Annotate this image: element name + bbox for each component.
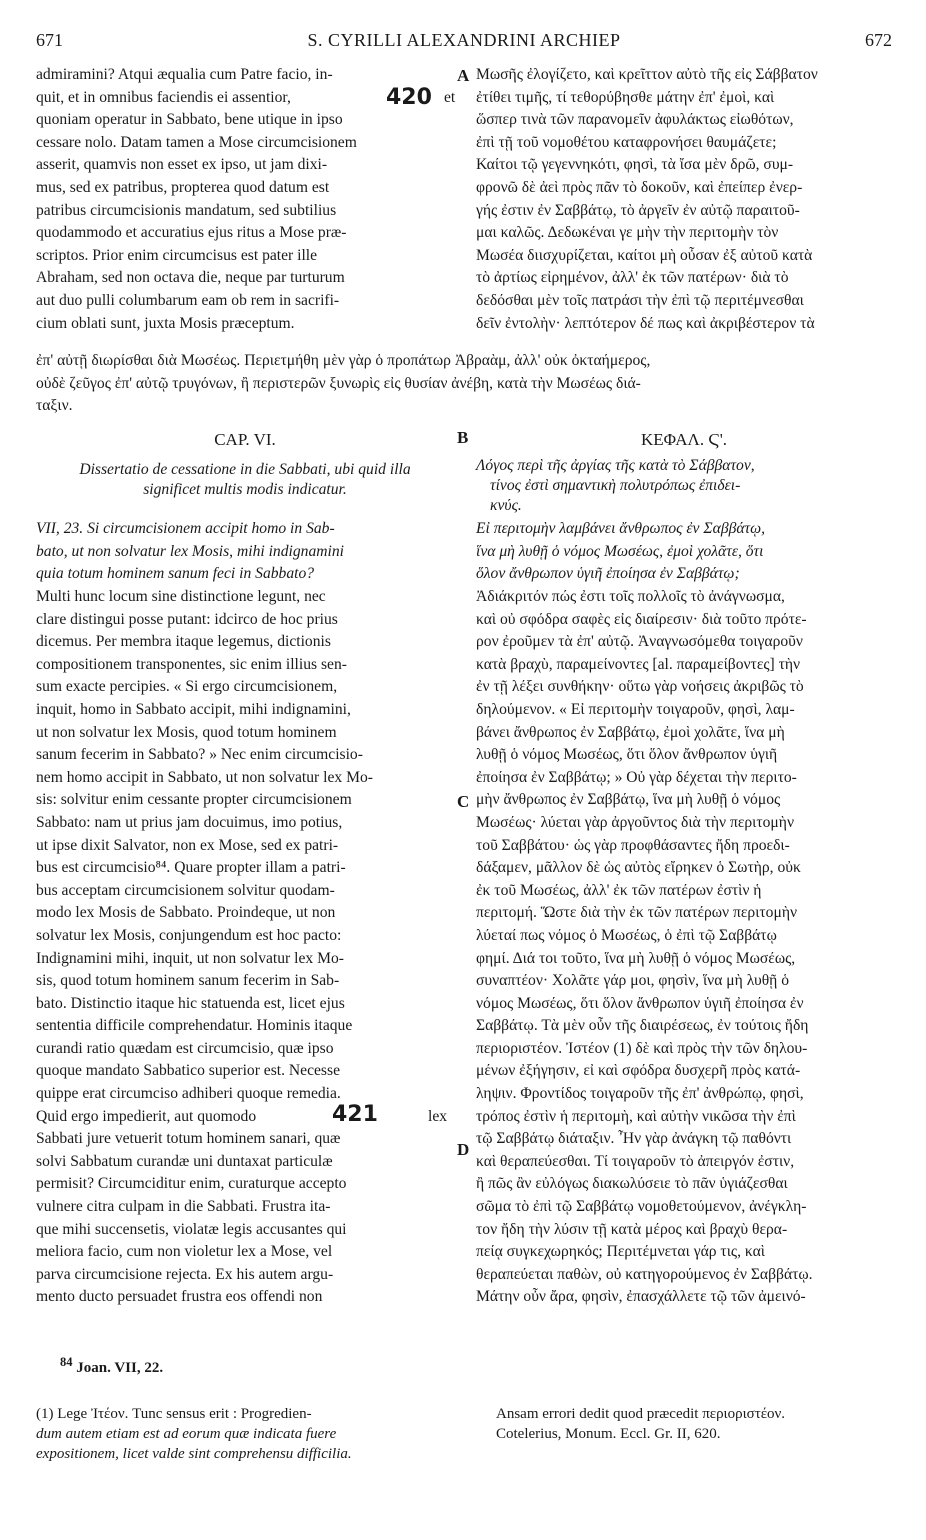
greek-body-line: Μωσέως· λύεται γὰρ ἀργοῦντος διὰ τὴν περιτομὴν (476, 813, 794, 831)
latin-line: quit, et in omnibus faciendis ei assentior, 420 et (36, 84, 456, 110)
footnote-text: Joan. VII, 22. (76, 1360, 164, 1376)
latin-body-line: permisit? Circumciditur enim, curaturque accepto (36, 1175, 347, 1193)
latin-body-line: bus est circumcisio⁸⁴. Quare propter illam a patri- (36, 859, 346, 877)
latin-body-line: curandi ratio quædam est circumcisio, quæ ipso (36, 1039, 334, 1057)
greek-body-line: ἢ πῶς ἂν εὐλόγως διακωλύσειε τὸ πᾶν ὑγιάζεσθαι (476, 1175, 788, 1193)
latin-body-line: Multi hunc locum sine distinctione legunt, nec (36, 588, 326, 605)
chapter-heading-latin: CAP. VI. (214, 430, 276, 449)
greek-body-line: τον ἤδη τὴν λύσιν τῇ κατὰ μέρος καὶ βραχὺ θερα- (476, 1220, 788, 1238)
latin-line: mus, sed ex patribus, propterea quod datum est (36, 178, 330, 196)
latin-body-line: Indignamini mihi, inquit, ut non solvatur lex Mo- (36, 949, 344, 967)
margin-marker-c: C (457, 792, 470, 811)
greek-line: Μωσῆς ἐλογίζετο, καὶ κρεῖττον αὐτὸ τῆς εἰς Σάββατον (476, 66, 818, 83)
greek-body-line: ἐν τῇ λέξει συνθήκην· οὕτω γὰρ νοήσεις ἀκριβῶς τὸ (476, 678, 804, 696)
latin-body-line: meliora facio, cum non violetur lex a Mose, vel (36, 1243, 333, 1261)
latin-body-line: ut non solvatur lex Mosis, quod totum hominem (36, 723, 337, 741)
greek-body-line: ἐποίησα ἐν Σαββάτῳ; » Οὐ γὰρ δέχεται τὴν περιτο- (476, 768, 797, 786)
latin-line: quodammodo et accuratius ejus ritus a Mose præ- (36, 224, 347, 242)
greek-body-line: λύεταί πως νόμος ὁ Μωσέως, ὁ ἐπὶ τῷ Σαββάτῳ (476, 926, 777, 944)
greek-body-line: μὴν ἄνθρωπος ἐν Σαββάτῳ, ἵνα μὴ λυθῇ ὁ νόμος (476, 791, 781, 809)
latin-line: aut duo pulli columbarum eam ob rem in sacrifi- (36, 291, 340, 309)
verse-line: ἵνα μὴ λυθῇ ὁ νόμος Μωσέως, ἐμοὶ χολᾶτε, ὅτι (476, 542, 764, 560)
latin-line: Abraham, sed non octava die, neque par turturum (36, 269, 345, 287)
greek-body-line: περιτομή. Ὥστε διὰ τὴν ἐκ τῶν πατέρων περιτομὴν (476, 904, 798, 922)
running-head (36, 30, 892, 52)
latin-body (36, 586, 454, 1309)
greek-line: ἐτίθει τιμῆς, τί τεθορύβησθε μάτην ἐπ' ἐμοὶ, καὶ (476, 88, 775, 106)
latin-verse (36, 518, 454, 586)
greek-line: γής ἐστιν ἐν Σαββάτῳ, τὸ ἀργεῖν ἐν αὐτῷ παραιτοῦ- (476, 201, 800, 219)
latin-body-line: bus acceptam circumcisionem solvitur quodam- (36, 881, 335, 899)
latin-line: scriptos. Prior enim circumcisus est pater ille (36, 246, 318, 264)
footnote-number: 84 (60, 1355, 73, 1369)
greek-body-line: νόμος Μωσέως, ὅτι ὅλον ἄνθρωπον ὑγιῆ ἐποίησα ἐν (476, 994, 804, 1012)
verse-line: Εἰ περιτομὴν λαμβάνει ἄνθρωπος ἐν Σαββάτῳ, (476, 520, 766, 537)
subtitle-line: κνύς. (490, 497, 522, 514)
latin-body-line: sis, quod totum hominem sanum fecerim in Sab- (36, 972, 340, 990)
greek-verse (476, 518, 892, 586)
greek-body (476, 586, 892, 1309)
subtitle-line: Λόγος περὶ τῆς ἀργίας τῆς κατὰ τὸ Σάββατον, (476, 457, 755, 474)
greek-body-line: τρόπος ἐστὶν ἡ περιτομὴ, καὶ αὐτὴν νικῶσα τὴν ἐπὶ (476, 1107, 796, 1125)
footnote-line: expositionem, licet valde sint comprehensu difficilia. (36, 1446, 352, 1462)
latin-body-line: parva circumcisione rejecta. Ex his autem argu- (36, 1265, 334, 1283)
latin-body-line: ut ipse dixit Salvator, non ex Mose, sed ex patri- (36, 836, 339, 854)
latin-body-line: mento ducto persuadet frustra eos offendi non (36, 1288, 323, 1306)
latin-line: cessare nolo. Datam tamen a Mose circumcisionem (36, 133, 357, 151)
subtitle-line: significet multis modis indicatur. (143, 481, 347, 498)
verse-line: quia totum hominem sanum feci in Sabbato? (36, 565, 315, 583)
subtitle-line: τίνος ἐστὶ σημαντικὴ πολυτρόπως ἐπιδει- (490, 477, 741, 494)
latin-line: quoniam operatur in Sabbato, bene utique in ipso (36, 111, 343, 129)
greek-body-line: βάνει ἄνθρωπος ἐν Σαββάτῳ, ἐμοὶ χολᾶτε, ἵνα μὴ (476, 723, 785, 741)
greek-body-line: συναπτέον· Χολᾶτε γάρ μοι, φησὶν, ἵνα μὴ λυθῇ ὁ (476, 972, 790, 990)
column-number-right: 672 (865, 30, 892, 50)
greek-body-line: ληψιν. Φροντίδος τοιγαροῦν τῆς ἐπ' ἀνθρώπῳ, φησὶ, (476, 1085, 804, 1103)
latin-body-line: compositionem transponentes, sic enim illius sen- (36, 655, 347, 673)
greek-body-line: πείᾳ συγκεχωρηκός; Περιτέμνεται γάρ τις, καὶ (476, 1243, 765, 1261)
greek-body-line: τοῦ Σαββάτου· ὡς γὰρ προφθάσαντες ἤδη προεδι- (476, 836, 790, 854)
footnote-84 (60, 1352, 163, 1378)
greek-body-line: ρον ἐροῦμεν τὰ ἐπ' αὐτῷ. Ἀναγνωσόμεθα τοιγαροῦν (476, 633, 803, 651)
footnote-line: Cotelerius, Monum. Eccl. Gr. II, 620. (496, 1426, 721, 1442)
latin-body-line: modo lex Mosis de Sabbato. Proindeque, ut non (36, 904, 336, 922)
greek-line: ἐπ' αὐτῇ διωρίσθαι διὰ Μωσέως. Περιετμήθη μὲν γὰρ ὁ προπάτωρ Ἀβραὰμ, ἀλλ' οὐκ ὀκταήμερος, (36, 352, 651, 369)
greek-line: τὸ ἀρτίως εἰρημένον, ἀλλ' ἐκ τῶν πατέρων· διὰ τὸ (476, 269, 789, 287)
top-latin-column (36, 64, 454, 335)
latin-word: lex (428, 1107, 448, 1125)
chapter-heading-greek: ΚΕΦΑΛ. Ϛ'. (640, 430, 728, 449)
verse-line: ὅλον ἄνθρωπον ὑγιῆ ἐποίησα ἐν Σαββάτῳ; (476, 565, 740, 583)
greek-body-line: λυθῇ ὁ νόμος Μωσέως, ὅτι ὅλον ἄνθρωπον ὑγιῆ (476, 746, 778, 764)
latin-line: patribus circumcisionis mandatum, sed subtilius (36, 201, 337, 219)
page-number-420: 420 (386, 84, 432, 110)
latin-body-line: solvatur lex Mosis, conjungendum est hoc pacto: (36, 926, 342, 944)
greek-line: Μωσέα διισχυρίζεται, καίτοι μὴ οὖσαν ἐξ αὐτοῦ κατὰ (476, 246, 813, 264)
column-number-left: 671 (36, 30, 63, 50)
full-width-greek (36, 350, 892, 418)
greek-body-line: σῶμα τὸ ἐπὶ τῷ Σαββάτῳ νομοθετούμενον, ἀνέγκλη- (476, 1198, 807, 1216)
greek-body-line: κατὰ βραχὺ, παραμείνοντες [al. παραμείβοντες] τὴν (476, 655, 801, 673)
latin-body-line: sis: solvitur enim cessante propter circumcisionem (36, 791, 352, 809)
latin-line: admiramini? Atqui æqualia cum Patre facio, in- (36, 66, 333, 83)
latin-body-line: dicemus. Per membra itaque legemus, dictionis (36, 633, 331, 651)
greek-body-line: ἐκ τοῦ Μωσέως, ἀλλ' ἐκ τῶν πατέρων ἐστὶν ἡ (476, 881, 762, 899)
greek-line: ἐπὶ τῇ τοῦ νομοθέτου καταφρονήσει θαυμάζετε; (476, 133, 777, 151)
greek-body-line: δάξαμεν, μᾶλλον δὲ ὡς αὐτὸς εἴρηκεν ὁ Σωτὴρ, οὐκ (476, 859, 801, 877)
greek-body-line: φημί. Διά τοι τοῦτο, ἵνα μὴ λυθῇ ὁ νόμος Μωσέως, (476, 949, 796, 967)
greek-body-line: δηλούμενον. « Εἰ περιτομὴν τοιγαροῦν, φησὶ, λαμ- (476, 700, 795, 718)
subtitle-line: Dissertatio de cessatione in die Sabbati, ubi quid illa (79, 461, 411, 478)
margin-marker-b: B (457, 428, 469, 447)
margin-marker-a: A (457, 66, 470, 85)
greek-line: φρονῶ δὲ ἀεὶ πρὸς πᾶν τὸ δοκοῦν, καὶ ἐπείπερ ἐνερ- (476, 178, 803, 196)
greek-line: ταξιν. (36, 397, 73, 415)
greek-line: Καίτοι τῷ γεγεννηκότι, φησὶ, τὰ ἴσα μὲν δρῶ, συμ- (476, 156, 794, 174)
latin-body-line: inquit, homo in Sabbato accipit, mihi indignamini, (36, 700, 351, 718)
subtitle-greek (476, 456, 892, 516)
greek-body-line: τῷ Σαββάτῳ διάταξιν. Ἦν γὰρ ἀνάγκη τῷ παθόντι (476, 1130, 792, 1148)
footnote-1 (36, 1404, 454, 1464)
margin-marker-d: D (457, 1140, 470, 1159)
running-title: S. CYRILLI ALEXANDRINI ARCHIEP (307, 30, 621, 50)
latin-body-line: sum exacte percipies. « Si ergo circumcisionem, (36, 678, 338, 696)
footnote-line: dum autem etiam est ad eorum quæ indicata fuere (36, 1426, 337, 1442)
footnote-line: (1) Lege Ἰτέον. Tunc sensus erit : Progredien- (36, 1406, 312, 1422)
latin-body-line: que mihi succensetis, violatæ legis accusantes qui (36, 1220, 347, 1238)
greek-body-line: μένων ἐξήγησιν, εἰ καὶ σφόδρα δυσχερῆ πρὸς κατά- (476, 1062, 801, 1080)
latin-body-line: Sabbati jure vetuerit totum hominem sanari, quæ (36, 1130, 341, 1148)
latin-body-line: clare distingui posse putant: idcirco de hoc prius (36, 610, 338, 628)
top-greek-column (476, 64, 892, 335)
subtitle-latin (36, 460, 454, 500)
latin-body-line: bato. Distinctio itaque hic statuenda est, licet ejus (36, 994, 345, 1012)
greek-line: οὐδὲ ζεῦγος ἐπ' αὐτῷ τρυγόνων, ἢ περιστερῶν ξυνωρὶς εἰς θυσίαν ἀνέβη, κατὰ τὴν Μωσέως διά- (36, 374, 641, 392)
latin-body-line: sententia difficile comprehendatur. Hominis itaque (36, 1017, 353, 1035)
greek-line: δεῖν ἐντολὴν· λεπτότερον δέ πως καὶ ἀκριβέστερον τὰ (476, 314, 815, 332)
greek-body-line: θεραπεύεται παθὼν, οὐ κατηγορούμενος ἐν Σαββάτῳ. (476, 1265, 813, 1283)
latin-body-line: vulnere citra culpam in die Sabbati. Frustra ita- (36, 1198, 331, 1216)
latin-body-line: sanum fecerim in Sabbato? » Nec enim circumcisio- (36, 746, 363, 764)
latin-body-line: solvi Sabbatum curandæ uni duntaxat particulæ (36, 1152, 333, 1170)
latin-body-line: Sabbato: nam ut prius jam docuimus, imo potius, (36, 813, 343, 831)
greek-line: ὥσπερ τινὰ τῶν παρανομεῖν ἀφυλάκτως εἰωθότων, (476, 111, 794, 129)
greek-body-line: καὶ θεραπεύεσθαι. Τί τοιγαροῦν τὸ ἀπειργόν ἐστιν, (476, 1152, 795, 1170)
latin-body-line: Quid ergo impedierit, aut quomodo 421 lex (36, 1101, 448, 1127)
greek-body-line: καὶ οὐ σφόδρα σαφὲς εἰς διαίρεσιν· διὰ τοῦτο πρότε- (476, 610, 807, 628)
greek-body-line: Ἀδιάκριτόν πώς ἐστι τοῖς πολλοῖς τὸ ἀνάγνωσμα, (476, 588, 785, 605)
greek-body-line: Μάτην οὖν ἄρα, φησὶν, ἐπασχάλλετε τῷ τῶν ἀμεινό- (476, 1288, 806, 1306)
latin-body-line: quippe erat circumciso adhiberi quoque remedia. (36, 1085, 341, 1103)
verse-line: VII, 23. Si circumcisionem accipit homo in Sab- (36, 520, 335, 537)
latin-body-line: quoque mandato Sabbatico superior est. Necesse (36, 1062, 340, 1080)
greek-line: μαι καλῶς. Δεδωκέναι γε μὴν τὴν περιτομὴν τὸν (476, 224, 779, 242)
greek-body-line: Σαββάτῳ. Τὰ μὲν οὖν τῆς διαιρέσεως, ἐν τούτοις ἤδη (476, 1017, 809, 1035)
latin-line: cium oblati sunt, juxta Mosis præceptum. (36, 314, 295, 332)
footnote-1-continued (496, 1404, 896, 1444)
verse-line: bato, ut non solvatur lex Mosis, mihi indignamini (36, 542, 344, 560)
greek-line: δεδόσθαι μὲν τοῖς πατράσι τὴν ἐπὶ τῷ περιτέμνεσθαι (476, 291, 804, 309)
page-number-421: 421 (332, 1101, 378, 1127)
latin-line: asserit, quamvis non esset ex ipso, ut jam dixi- (36, 156, 328, 174)
latin-body-line: nem homo accipit in Sabbato, ut non solvatur lex Mo- (36, 768, 373, 786)
footnote-line: Ansam errori dedit quod præcedit περιοριστέον. (496, 1406, 786, 1422)
greek-body-line: περιοριστέον. Ἰστέον (1) δὲ καὶ πρὸς τὴν τῶν δηλου- (476, 1039, 808, 1057)
